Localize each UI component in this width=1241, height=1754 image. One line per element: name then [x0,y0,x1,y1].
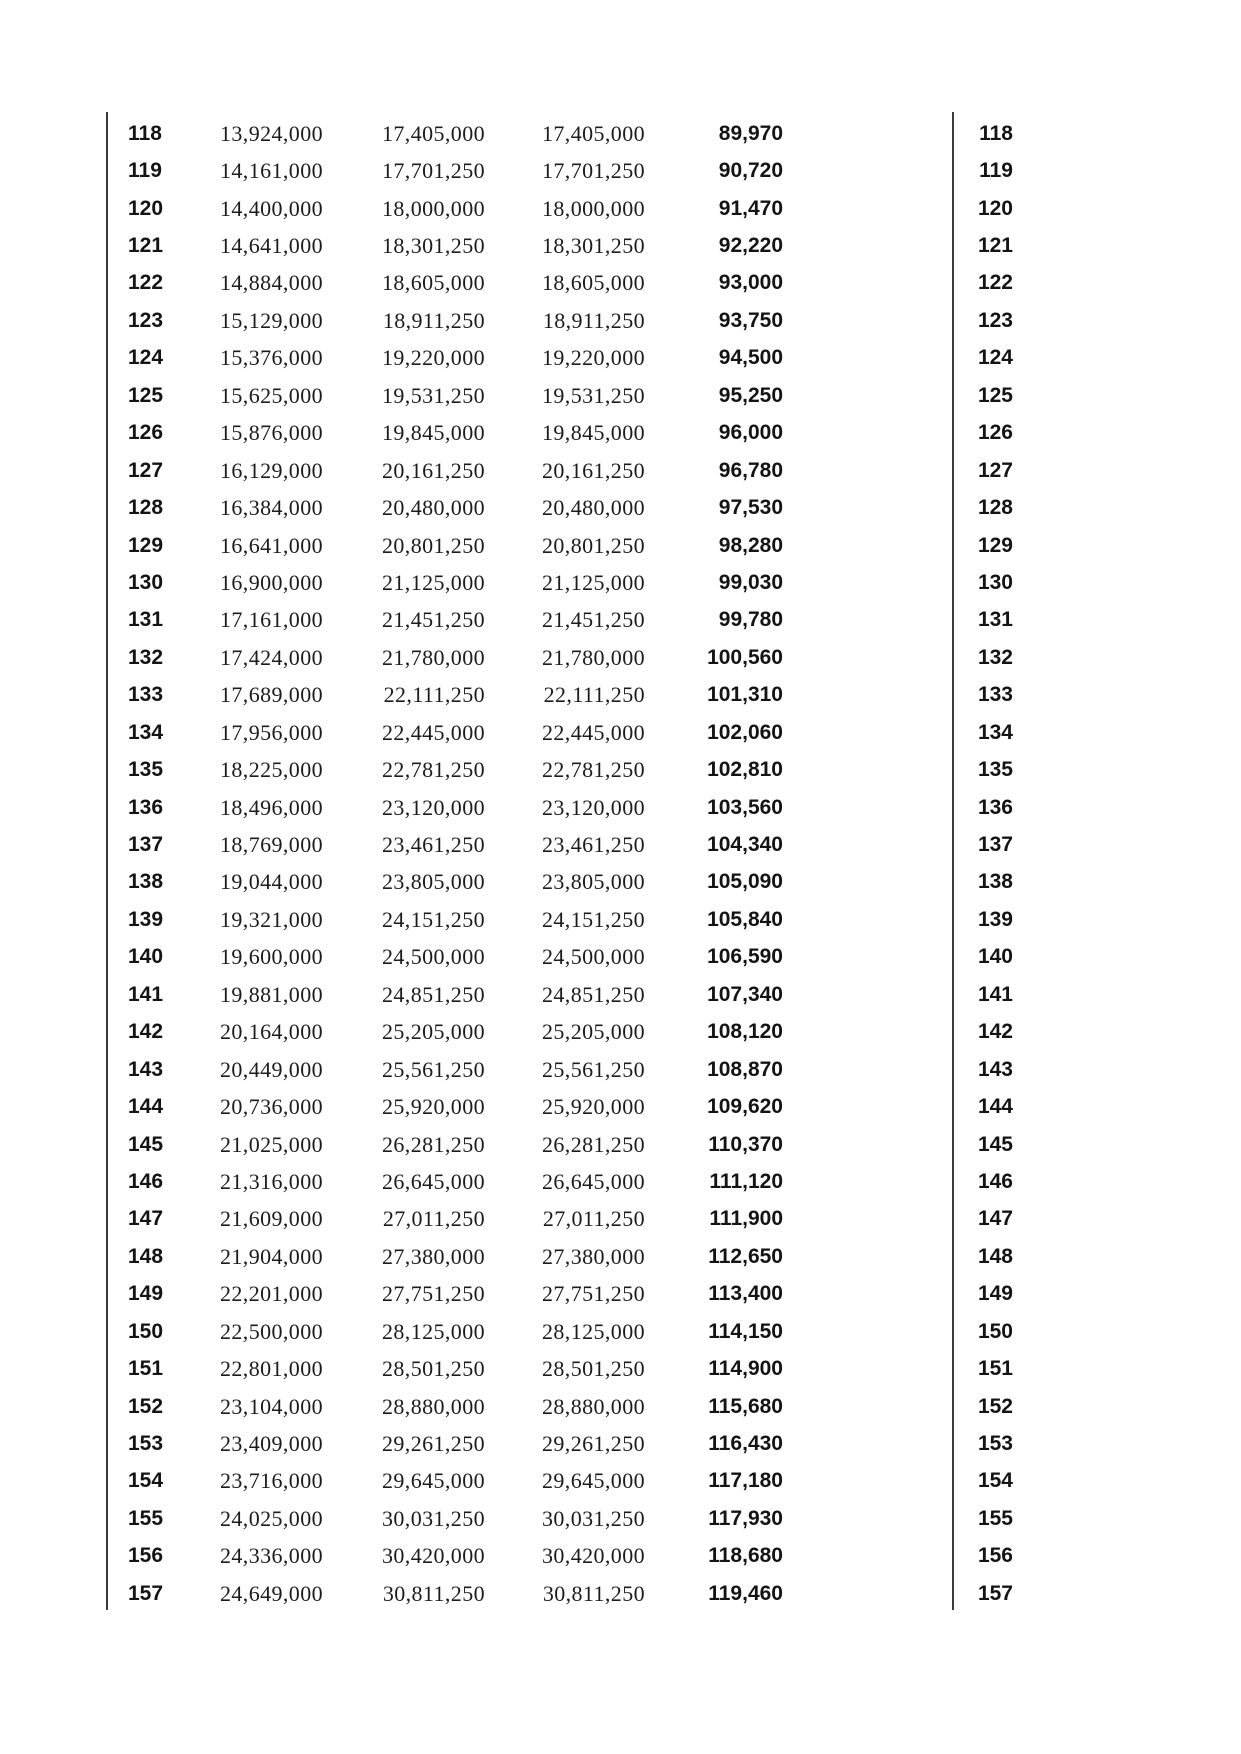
level-cell: 134 [128,720,164,744]
level-cell: 133 [128,683,164,707]
value-col3-cell: 19,220,000 [382,345,485,371]
value-col2-cell: 20,164,000 [220,1019,323,1045]
value-col2-cell: 22,801,000 [220,1356,323,1382]
value-col4-cell: 30,031,250 [542,1505,645,1531]
level-right-cell: 141 [977,982,1013,1006]
table-row [106,1463,1013,1500]
value-col5-cell: 104,340 [707,833,783,857]
value-col4-cell: 28,501,250 [542,1356,645,1382]
value-col5-cell: 117,930 [708,1506,783,1530]
level-cell: 132 [128,645,164,669]
value-col2-cell: 15,376,000 [220,345,323,371]
table-row [106,1051,1013,1088]
level-cell: 120 [128,196,164,220]
value-col4-cell: 19,220,000 [542,345,645,371]
value-col2-cell: 23,104,000 [220,1393,323,1419]
value-col4-cell: 27,751,250 [542,1281,645,1307]
level-right-cell: 151 [977,1357,1013,1381]
table-row [106,302,1013,339]
value-col5-cell: 99,780 [718,608,783,632]
level-right-cell: 140 [977,945,1013,969]
value-col4-cell: 29,261,250 [542,1431,645,1457]
level-cell: 123 [128,308,164,332]
table-row [106,639,1013,676]
value-col5-cell: 113,400 [708,1282,783,1306]
value-col3-cell: 19,845,000 [382,420,485,446]
value-col4-cell: 23,120,000 [542,794,645,820]
table-row [106,751,1013,788]
value-col4-cell: 26,645,000 [542,1168,645,1194]
level-cell: 144 [128,1095,164,1119]
value-col5-cell: 95,250 [718,383,783,407]
value-col2-cell: 21,316,000 [220,1168,323,1194]
value-col2-cell: 18,225,000 [220,757,323,783]
table-row [106,602,1013,639]
value-col4-cell: 27,380,000 [542,1243,645,1269]
value-col4-cell: 19,845,000 [542,420,645,446]
table-row [106,564,1013,601]
value-col2-cell: 15,129,000 [220,307,323,333]
value-col3-cell: 20,161,250 [382,457,485,483]
level-cell: 145 [128,1132,164,1156]
level-right-cell: 154 [977,1469,1013,1493]
level-cell: 140 [128,945,164,969]
value-col4-cell: 24,151,250 [542,906,645,932]
value-col3-cell: 18,605,000 [382,270,485,296]
value-col3-cell: 22,445,000 [382,719,485,745]
level-right-cell: 122 [977,271,1013,295]
value-col2-cell: 16,129,000 [220,457,323,483]
value-col4-cell: 28,125,000 [542,1318,645,1344]
value-col5-cell: 97,530 [718,496,783,520]
value-col5-cell: 118,680 [708,1544,783,1568]
level-right-cell: 145 [977,1132,1013,1156]
level-cell: 139 [128,907,164,931]
value-col3-cell: 30,420,000 [382,1543,485,1569]
value-col2-cell: 18,496,000 [220,794,323,820]
level-right-cell: 125 [977,383,1013,407]
value-col3-cell: 23,461,250 [382,832,485,858]
level-right-cell: 127 [977,458,1013,482]
level-cell: 130 [128,570,164,594]
level-cell: 151 [128,1357,164,1381]
value-col5-cell: 101,310 [707,683,783,707]
value-col4-cell: 29,645,000 [542,1468,645,1494]
value-col4-cell: 20,801,250 [542,532,645,558]
level-cell: 125 [128,383,164,407]
value-col2-cell: 24,025,000 [220,1505,323,1531]
value-col2-cell: 20,449,000 [220,1056,323,1082]
table-row [106,340,1013,377]
level-right-cell: 131 [977,608,1013,632]
level-right-cell: 149 [977,1282,1013,1306]
table-row [106,489,1013,526]
level-cell: 154 [128,1469,164,1493]
level-right-cell: 144 [977,1095,1013,1119]
value-col5-cell: 102,060 [707,720,783,744]
value-col3-cell: 25,920,000 [382,1094,485,1120]
value-col4-cell: 24,851,250 [542,981,645,1007]
value-col5-cell: 114,900 [708,1357,783,1381]
table-row [106,976,1013,1013]
table-row [106,1388,1013,1425]
level-cell: 156 [128,1544,164,1568]
level-right-cell: 148 [977,1244,1013,1268]
value-col2-cell: 16,900,000 [220,569,323,595]
value-col2-cell: 17,424,000 [220,644,323,670]
value-col4-cell: 22,445,000 [542,719,645,745]
table-row [106,826,1013,863]
level-cell: 150 [128,1319,164,1343]
level-right-cell: 121 [977,234,1013,258]
value-col4-cell: 21,451,250 [542,607,645,633]
level-right-cell: 129 [977,533,1013,557]
value-col5-cell: 98,280 [718,533,783,557]
value-col3-cell: 21,451,250 [382,607,485,633]
table-row [106,265,1013,302]
level-right-cell: 139 [977,907,1013,931]
value-col2-cell: 19,321,000 [220,906,323,932]
value-col3-cell: 27,011,250 [382,1206,485,1232]
value-col5-cell: 89,970 [718,121,783,145]
value-col5-cell: 112,650 [708,1244,783,1268]
value-col5-cell: 107,340 [707,982,783,1006]
value-col3-cell: 21,125,000 [382,569,485,595]
value-col5-cell: 100,560 [707,645,783,669]
table-row [106,377,1013,414]
level-cell: 135 [128,758,164,782]
level-right-cell: 143 [977,1057,1013,1081]
level-cell: 155 [128,1506,164,1530]
level-cell: 143 [128,1057,164,1081]
value-col3-cell: 18,911,250 [382,307,485,333]
value-col2-cell: 24,649,000 [220,1580,323,1606]
value-col2-cell: 20,736,000 [220,1094,323,1120]
table-row [106,677,1013,714]
level-right-cell: 132 [977,645,1013,669]
table-row [106,1276,1013,1313]
value-col4-cell: 18,911,250 [542,307,645,333]
value-col5-cell: 115,680 [708,1394,783,1418]
value-col5-cell: 117,180 [708,1469,783,1493]
value-col5-cell: 96,000 [718,421,783,445]
value-col5-cell: 93,000 [718,271,783,295]
value-col2-cell: 14,884,000 [220,270,323,296]
level-cell: 157 [128,1581,164,1605]
value-col4-cell: 23,805,000 [542,869,645,895]
level-right-cell: 133 [977,683,1013,707]
value-col2-cell: 22,500,000 [220,1318,323,1344]
level-right-cell: 120 [977,196,1013,220]
value-col3-cell: 27,380,000 [382,1243,485,1269]
value-col4-cell: 21,125,000 [542,569,645,595]
value-col4-cell: 19,531,250 [542,382,645,408]
value-col4-cell: 23,461,250 [542,832,645,858]
value-col3-cell: 20,801,250 [382,532,485,558]
level-right-cell: 153 [977,1432,1013,1456]
value-col4-cell: 17,701,250 [542,158,645,184]
table-row [106,714,1013,751]
value-col5-cell: 102,810 [707,758,783,782]
level-right-cell: 142 [977,1020,1013,1044]
value-col2-cell: 21,025,000 [220,1131,323,1157]
value-col2-cell: 23,409,000 [220,1431,323,1457]
value-col3-cell: 21,780,000 [382,644,485,670]
level-right-cell: 126 [977,421,1013,445]
value-col4-cell: 18,605,000 [542,270,645,296]
value-col5-cell: 108,870 [707,1057,783,1081]
value-col5-cell: 105,840 [707,907,783,931]
level-cell: 121 [128,234,164,258]
value-col5-cell: 108,120 [707,1020,783,1044]
table-row [106,1126,1013,1163]
value-col4-cell: 22,781,250 [542,757,645,783]
value-col5-cell: 91,470 [718,196,783,220]
value-col3-cell: 26,645,000 [382,1168,485,1194]
level-right-cell: 138 [977,870,1013,894]
level-cell: 119 [128,159,162,183]
level-cell: 137 [128,833,164,857]
value-col2-cell: 17,956,000 [220,719,323,745]
value-col2-cell: 16,384,000 [220,495,323,521]
value-col3-cell: 30,031,250 [382,1505,485,1531]
value-col5-cell: 99,030 [718,570,783,594]
value-col3-cell: 22,111,250 [383,682,485,708]
value-col3-cell: 26,281,250 [382,1131,485,1157]
table-row [106,527,1013,564]
value-col2-cell: 18,769,000 [220,832,323,858]
value-col2-cell: 14,161,000 [220,158,323,184]
value-col4-cell: 20,161,250 [542,457,645,483]
level-right-cell: 137 [977,833,1013,857]
table-row [106,1163,1013,1200]
level-right-cell: 119 [979,159,1013,183]
level-cell: 124 [128,346,164,370]
value-col3-cell: 27,751,250 [382,1281,485,1307]
value-col4-cell: 18,000,000 [542,195,645,221]
level-cell: 148 [128,1244,164,1268]
level-table [106,115,1013,1613]
value-col2-cell: 17,689,000 [220,682,323,708]
value-col3-cell: 20,480,000 [382,495,485,521]
level-right-cell: 135 [977,758,1013,782]
value-col3-cell: 29,261,250 [382,1431,485,1457]
level-right-cell: 123 [977,308,1013,332]
value-col3-cell: 25,561,250 [382,1056,485,1082]
level-cell: 146 [128,1169,164,1193]
value-col5-cell: 106,590 [707,945,783,969]
level-right-cell: 146 [977,1169,1013,1193]
table-row [106,1425,1013,1462]
level-cell: 149 [128,1282,164,1306]
value-col3-cell: 25,205,000 [382,1019,485,1045]
level-cell: 131 [128,608,164,632]
value-col5-cell: 119,460 [708,1581,783,1605]
table-row [106,864,1013,901]
table-row [106,152,1013,189]
value-col2-cell: 14,400,000 [220,195,323,221]
level-right-cell: 152 [977,1394,1013,1418]
table-row [106,1014,1013,1051]
value-col5-cell: 103,560 [707,795,783,819]
value-col2-cell: 22,201,000 [220,1281,323,1307]
value-col3-cell: 23,120,000 [382,794,485,820]
level-cell: 147 [128,1207,164,1231]
value-col5-cell: 110,370 [708,1132,783,1156]
level-right-cell: 150 [977,1319,1013,1343]
table-row [106,1238,1013,1275]
level-cell: 138 [128,870,164,894]
value-col3-cell: 30,811,250 [382,1580,485,1606]
value-col3-cell: 24,500,000 [382,944,485,970]
value-col5-cell: 96,780 [718,458,783,482]
value-col3-cell: 19,531,250 [382,382,485,408]
level-right-cell: 157 [977,1581,1013,1605]
level-cell: 122 [128,271,164,295]
value-col3-cell: 24,851,250 [382,981,485,1007]
table-row [106,1538,1013,1575]
level-right-cell: 155 [977,1506,1013,1530]
level-right-cell: 118 [979,121,1013,145]
value-col2-cell: 16,641,000 [220,532,323,558]
value-col3-cell: 18,301,250 [382,233,485,259]
value-col2-cell: 23,716,000 [220,1468,323,1494]
value-col3-cell: 17,701,250 [382,158,485,184]
level-cell: 129 [128,533,164,557]
value-col3-cell: 28,501,250 [382,1356,485,1382]
level-cell: 128 [128,496,164,520]
table-row [106,939,1013,976]
level-cell: 142 [128,1020,164,1044]
value-col5-cell: 114,150 [708,1319,783,1343]
value-col4-cell: 18,301,250 [542,233,645,259]
table-row [106,452,1013,489]
value-col4-cell: 24,500,000 [542,944,645,970]
value-col3-cell: 29,645,000 [382,1468,485,1494]
value-col2-cell: 15,625,000 [220,382,323,408]
level-right-cell: 147 [977,1207,1013,1231]
value-col2-cell: 21,609,000 [220,1206,323,1232]
value-col5-cell: 109,620 [707,1095,783,1119]
level-cell: 153 [128,1432,164,1456]
value-col5-cell: 94,500 [718,346,783,370]
table-row [106,1350,1013,1387]
value-col5-cell: 90,720 [718,159,783,183]
value-col5-cell: 111,120 [709,1169,783,1193]
value-col2-cell: 19,881,000 [220,981,323,1007]
value-col3-cell: 28,880,000 [382,1393,485,1419]
value-col5-cell: 111,900 [709,1207,783,1231]
table-row [106,901,1013,938]
table-row [106,1575,1013,1612]
value-col2-cell: 15,876,000 [220,420,323,446]
value-col5-cell: 93,750 [718,308,783,332]
value-col3-cell: 18,000,000 [382,195,485,221]
table-row [106,115,1013,152]
value-col4-cell: 30,420,000 [542,1543,645,1569]
table-row [106,1500,1013,1537]
value-col5-cell: 105,090 [707,870,783,894]
table-row [106,1201,1013,1238]
value-col4-cell: 25,920,000 [542,1094,645,1120]
table-row [106,415,1013,452]
level-cell: 141 [128,982,164,1006]
value-col4-cell: 26,281,250 [542,1131,645,1157]
value-col5-cell: 92,220 [718,234,783,258]
table-row [106,1088,1013,1125]
value-col3-cell: 22,781,250 [382,757,485,783]
value-col4-cell: 17,405,000 [542,120,645,146]
value-col4-cell: 30,811,250 [542,1580,645,1606]
level-cell: 136 [128,795,164,819]
value-col3-cell: 17,405,000 [382,120,485,146]
table-row [106,190,1013,227]
value-col3-cell: 23,805,000 [382,869,485,895]
level-right-cell: 136 [977,795,1013,819]
value-col2-cell: 13,924,000 [220,120,323,146]
value-col2-cell: 14,641,000 [220,233,323,259]
value-col4-cell: 28,880,000 [542,1393,645,1419]
table-row [106,1313,1013,1350]
value-col4-cell: 27,011,250 [542,1206,645,1232]
value-col2-cell: 21,904,000 [220,1243,323,1269]
value-col4-cell: 25,561,250 [542,1056,645,1082]
level-cell: 118 [128,121,162,145]
value-col4-cell: 20,480,000 [542,495,645,521]
table-row [106,789,1013,826]
level-cell: 127 [128,458,164,482]
value-col2-cell: 24,336,000 [220,1543,323,1569]
value-col2-cell: 17,161,000 [220,607,323,633]
value-col3-cell: 24,151,250 [382,906,485,932]
level-right-cell: 130 [977,570,1013,594]
level-right-cell: 128 [977,496,1013,520]
value-col4-cell: 21,780,000 [542,644,645,670]
value-col4-cell: 25,205,000 [542,1019,645,1045]
level-cell: 126 [128,421,164,445]
value-col4-cell: 22,111,250 [543,682,645,708]
level-right-cell: 134 [977,720,1013,744]
value-col5-cell: 116,430 [708,1432,783,1456]
table-row [106,227,1013,264]
level-right-cell: 124 [977,346,1013,370]
value-col2-cell: 19,044,000 [220,869,323,895]
value-col3-cell: 28,125,000 [382,1318,485,1344]
level-cell: 152 [128,1394,164,1418]
level-right-cell: 156 [977,1544,1013,1568]
value-col2-cell: 19,600,000 [220,944,323,970]
